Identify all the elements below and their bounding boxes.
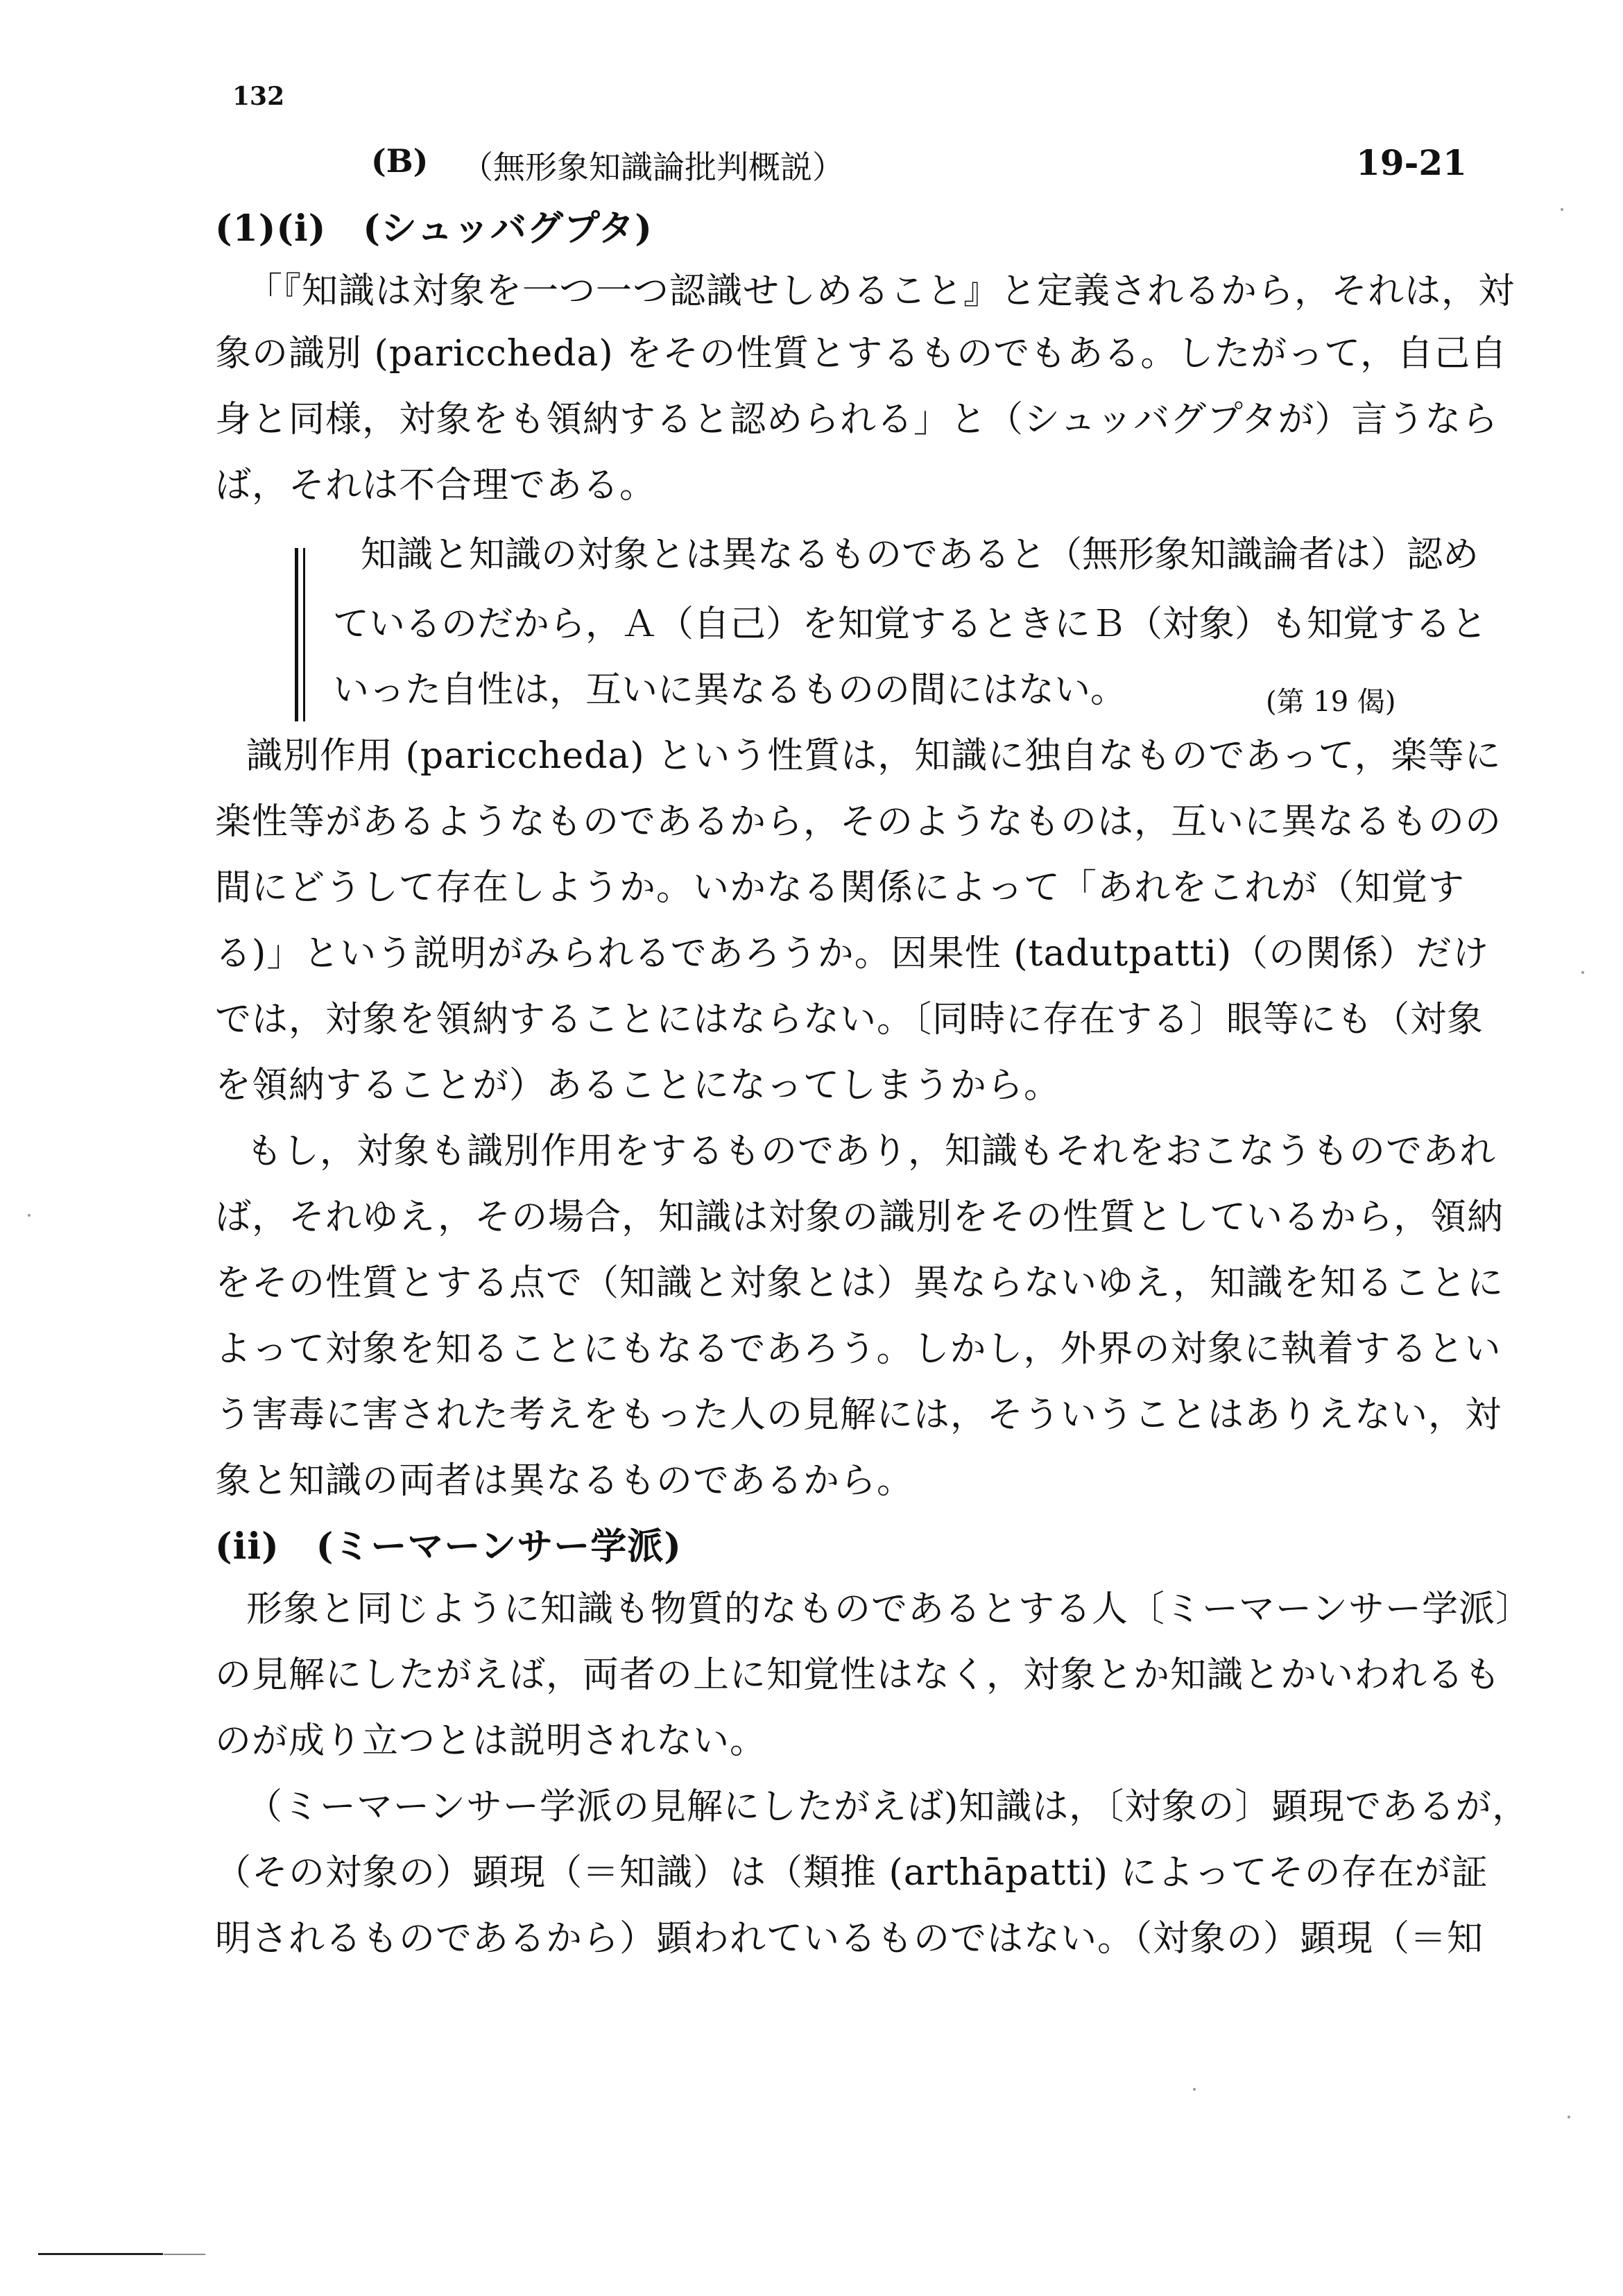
p5-line: （ミーマーンサー学派の見解にしたがえば)知識は，〔対象の〕顕現であるが，: [246, 1786, 1529, 1828]
p1-line: ば，それは不合理である。: [215, 465, 657, 506]
section-title: （無形象知識論批判概説）: [461, 148, 844, 186]
p2-line: 楽性等があるようなものであるから，そのようなものは，互いに異なるものの: [215, 801, 1502, 843]
scan-speck: [28, 1214, 31, 1217]
scan-speck: [1581, 971, 1584, 974]
section-label: (B): [371, 142, 429, 180]
p4-line: のが成り立つとは説明されない。: [215, 1720, 767, 1762]
verse-line: 知識と知識の対象とは異なるものであると（無形象知識論者は）認め: [361, 534, 1479, 576]
heading-1: (1)(i) (シュッバグプタ): [215, 207, 653, 250]
p3-line: よって対象を知ることにもなるであろう。しかし，外界の対象に執着するとい: [215, 1328, 1502, 1370]
p5-line: 明されるものであるから）顕われているものではない。（対象の）顕現（＝知: [215, 1918, 1484, 1960]
p3-line: もし，対象も識別作用をするものであり，知識もそれをおこなうものであれ: [246, 1131, 1497, 1172]
footer-rule: [38, 2253, 163, 2255]
verse-line: いった自性は，互いに異なるものの間にはない。: [333, 669, 1127, 711]
p3-line: ば，それゆえ，その場合，知識は対象の識別をその性質としているから，領納: [215, 1197, 1504, 1238]
footer-rule: [164, 2254, 205, 2255]
p2-line: では，対象を領納することにはならない。〔同時に存在する〕眼等にも（対象: [215, 999, 1484, 1040]
p3-line: をその性質とする点で（知識と対象とは）異ならないゆえ，知識を知ることに: [215, 1262, 1504, 1304]
scan-speck: [1561, 208, 1563, 211]
p1-line: 身と同様，対象をも領納すると認められる」と（シュッバグプタが）言うなら: [215, 399, 1499, 440]
p2-line: 間にどうして存在しようか。いかなる関係によって「あれをこれが（知覚す: [215, 867, 1466, 909]
page-number: 132: [232, 82, 285, 111]
scan-speck: [1568, 2116, 1570, 2118]
scan-speck: [1193, 2088, 1196, 2091]
p1-line: 象の識別 (pariccheda) をその性質とするものでもある。したがって，自己自: [215, 333, 1508, 375]
p2-line: る)」という説明がみられるであろうか。因果性 (tadutpatti)（の関係）だけ: [215, 933, 1490, 975]
p5-line: （その対象の）顕現（＝知識）は（類推 (arthāpatti) によってその存在が証: [215, 1852, 1488, 1894]
p3-line: う害毒に害された考えをもった人の見解には，そういうことはありえない，対: [215, 1394, 1502, 1436]
p4-line: 形象と同じように知識も物質的なものであるとする人〔ミーマーンサー学派〕: [246, 1588, 1532, 1630]
reference-number: 19-21: [1356, 142, 1467, 183]
p1-line: 「『知識は対象を一つ一つ認識せしめること』と定義されるから，それは，対: [246, 271, 1515, 312]
heading-2: (ii) (ミーマーンサー学派): [215, 1525, 682, 1568]
p2-line: を領納することが）あることになってしまうから。: [215, 1065, 1061, 1106]
verse-bar: [303, 548, 305, 721]
p2-line: 識別作用 (pariccheda) という性質は，知識に独自なものであって，楽等に: [246, 735, 1502, 777]
verse-number: (第 19 偈): [1266, 686, 1396, 718]
p4-line: の見解にしたがえば，両者の上に知覚性はなく，対象とか知識とかいわれるも: [215, 1654, 1501, 1696]
p3-line: 象と知識の両者は異なるものであるから。: [215, 1460, 914, 1502]
verse-bar: [295, 548, 298, 721]
verse-line: ているのだから，Ａ（自己）を知覚するときにＢ（対象）も知覚すると: [333, 603, 1488, 645]
